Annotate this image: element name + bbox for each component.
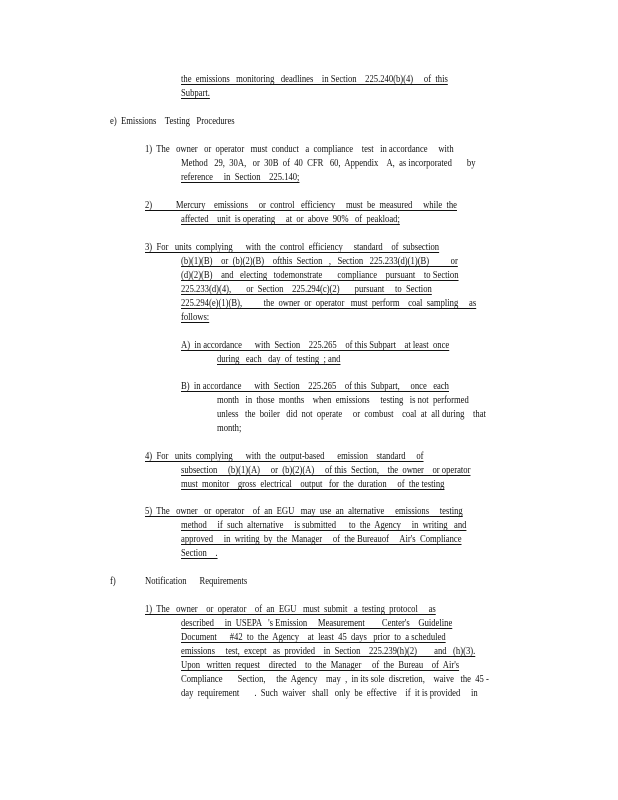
section-e-item-3-line: 3) For units complying with the control efficiency standard of subsection xyxy=(145,242,440,253)
section-e-item-3-line: (b)(1)(B) or (b)(2)(B) ofthis Section , Section 225.233(d)(1)(B) or xyxy=(181,256,458,267)
section-e-heading: e) Emissions Testing Procedures xyxy=(110,116,235,127)
section-f-heading: Notification Requirements xyxy=(145,576,248,587)
section-f-item-1-line: 1) The owner or operator of an EGU must submit a testing protocol as xyxy=(145,604,436,615)
section-f-item-1-line: Upon written request directed to the Manager of the Bureau of Air's xyxy=(181,660,460,671)
section-e-item-4-line: 4) For units complying with the output-based emission standard of xyxy=(145,451,424,462)
section-e-item-3b-line: unless the boiler did not operate or combust coal at all during that xyxy=(217,409,486,420)
section-e-item-3-line: 225.294(e)(1)(B), the owner or operator must perform coal sampling as xyxy=(181,298,477,309)
section-e-item-3b-line: B) in accordance with Section 225.265 of this Subpart, once each xyxy=(181,381,449,392)
section-e-item-3b-line: month; xyxy=(217,423,242,434)
section-e-item-1-line: 1) The owner or operator must conduct a compliance test in accordance with xyxy=(145,144,454,155)
section-f-label: f) xyxy=(110,576,116,587)
section-f-item-1-line: described in USEPA 's Emission Measurement Center's Guideline xyxy=(181,618,453,629)
intro-line: Subpart. xyxy=(181,88,210,99)
section-e-item-3-line: 225.233(d)(4), or Section 225.294(c)(2) pursuant to Section xyxy=(181,284,432,295)
section-e-item-3-line: follows: xyxy=(181,312,210,323)
intro-line: the emissions monitoring deadlines in Section 225.240(b)(4) of this xyxy=(181,74,448,85)
section-e-item-1-line: reference in Section 225.140; xyxy=(181,172,300,183)
section-e-item-5-line: method if such alternative is submitted to the Agency in writing and xyxy=(181,520,467,531)
section-e-item-5-line: 5) The owner or operator of an EGU may use an alternative emissions testing xyxy=(145,506,463,517)
section-f-item-1-line: Compliance Section, the Agency may , in its sole discretion, waive the 45 - xyxy=(181,674,489,685)
section-f-item-1-line: Document #42 to the Agency at least 45 days prior to a scheduled xyxy=(181,632,446,643)
section-e-item-3a-line: during each day of testing ; and xyxy=(217,354,341,365)
section-e-item-1-line: Method 29, 30A, or 30B of 40 CFR 60, Appendix A, as incorporated by xyxy=(181,158,476,169)
section-f-item-1-line: day requirement . Such waiver shall only be effective if it is provided in xyxy=(181,688,478,699)
section-e-item-3b-line: month in those months when emissions testing is not performed xyxy=(217,395,469,406)
section-e-item-4-line: must monitor gross electrical output for the duration of the testing xyxy=(181,479,445,490)
section-e-item-2-line: affected unit is operating at or above 90% of peakload; xyxy=(181,214,400,225)
section-e-item-3a-line: A) in accordance with Section 225.265 of this Subpart at least once xyxy=(181,340,450,351)
section-e-item-4-line: subsection (b)(1)(A) or (b)(2)(A) of this Section, the owner or operator xyxy=(181,465,471,476)
section-e-item-2-line: 2) Mercury emissions or control efficiency must be measured while the xyxy=(145,200,458,211)
section-f-item-1-line: emissions test, except as provided in Section 225.239(h)(2) and (h)(3). xyxy=(181,646,476,657)
section-e-item-5-line: approved in writing by the Manager of the Bureauof Air's Compliance xyxy=(181,534,462,545)
section-e-item-3-line: (d)(2)(B) and electing todemonstrate compliance pursuant to Section xyxy=(181,270,459,281)
section-e-item-5-line: Section . xyxy=(181,548,218,559)
